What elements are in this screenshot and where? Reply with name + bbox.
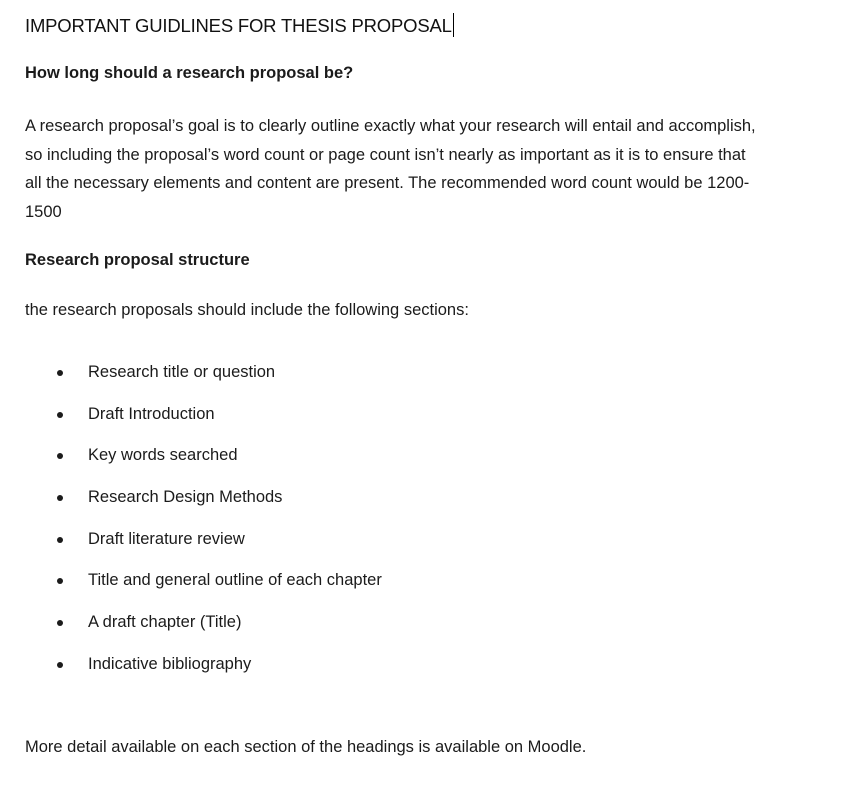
list-item-label: Research title or question bbox=[88, 363, 276, 381]
bullet-icon bbox=[57, 620, 63, 626]
heading-proposal-structure: Research proposal structure bbox=[25, 251, 250, 269]
document-title-text: IMPORTANT GUIDLINES FOR THESIS PROPOSAL bbox=[25, 15, 452, 36]
document-title[interactable] bbox=[25, 13, 454, 39]
list-item-label: Draft Introduction bbox=[88, 404, 215, 423]
list-item bbox=[0, 485, 868, 527]
list-item bbox=[0, 402, 868, 444]
list-item-label: Draft literature review bbox=[88, 529, 245, 548]
list-item bbox=[0, 568, 868, 610]
list-item bbox=[0, 360, 868, 402]
bullet-icon bbox=[57, 453, 63, 459]
bullet-icon bbox=[57, 537, 63, 543]
sections-bullet-list bbox=[0, 360, 868, 694]
bullet-icon bbox=[57, 662, 63, 668]
list-item-label: Key words searched bbox=[88, 446, 238, 465]
paragraph-line: 1500 bbox=[25, 202, 62, 221]
paragraph-line: all the necessary elements and content are present. The recommended word count would be 1200- bbox=[25, 174, 750, 192]
list-item-label: A draft chapter (Title) bbox=[88, 613, 242, 632]
list-item bbox=[0, 527, 868, 569]
paragraph-line: so including the proposal’s word count or page count isn’t nearly as important as it is to ensure that bbox=[25, 145, 746, 164]
sections-intro-text: the research proposals should include the following sections: bbox=[25, 301, 469, 319]
bullet-icon bbox=[57, 370, 63, 376]
bullet-icon bbox=[57, 412, 63, 418]
list-item bbox=[0, 443, 868, 485]
bullet-icon bbox=[57, 495, 63, 501]
list-item bbox=[0, 652, 868, 694]
paragraph-proposal-goal bbox=[25, 112, 815, 226]
bullet-icon bbox=[57, 578, 63, 584]
heading-proposal-length: How long should a research proposal be? bbox=[25, 64, 354, 82]
list-item-label: Title and general outline of each chapter bbox=[88, 571, 382, 590]
paragraph-line: A research proposal’s goal is to clearly outline exactly what your research will entail and accomplish, bbox=[25, 117, 756, 135]
list-item-label: Indicative bibliography bbox=[88, 654, 252, 673]
list-item bbox=[0, 610, 868, 652]
footer-note: More detail available on each section of the headings is available on Moodle. bbox=[25, 738, 587, 756]
text-cursor bbox=[453, 13, 454, 37]
list-item-label: Research Design Methods bbox=[88, 488, 283, 507]
